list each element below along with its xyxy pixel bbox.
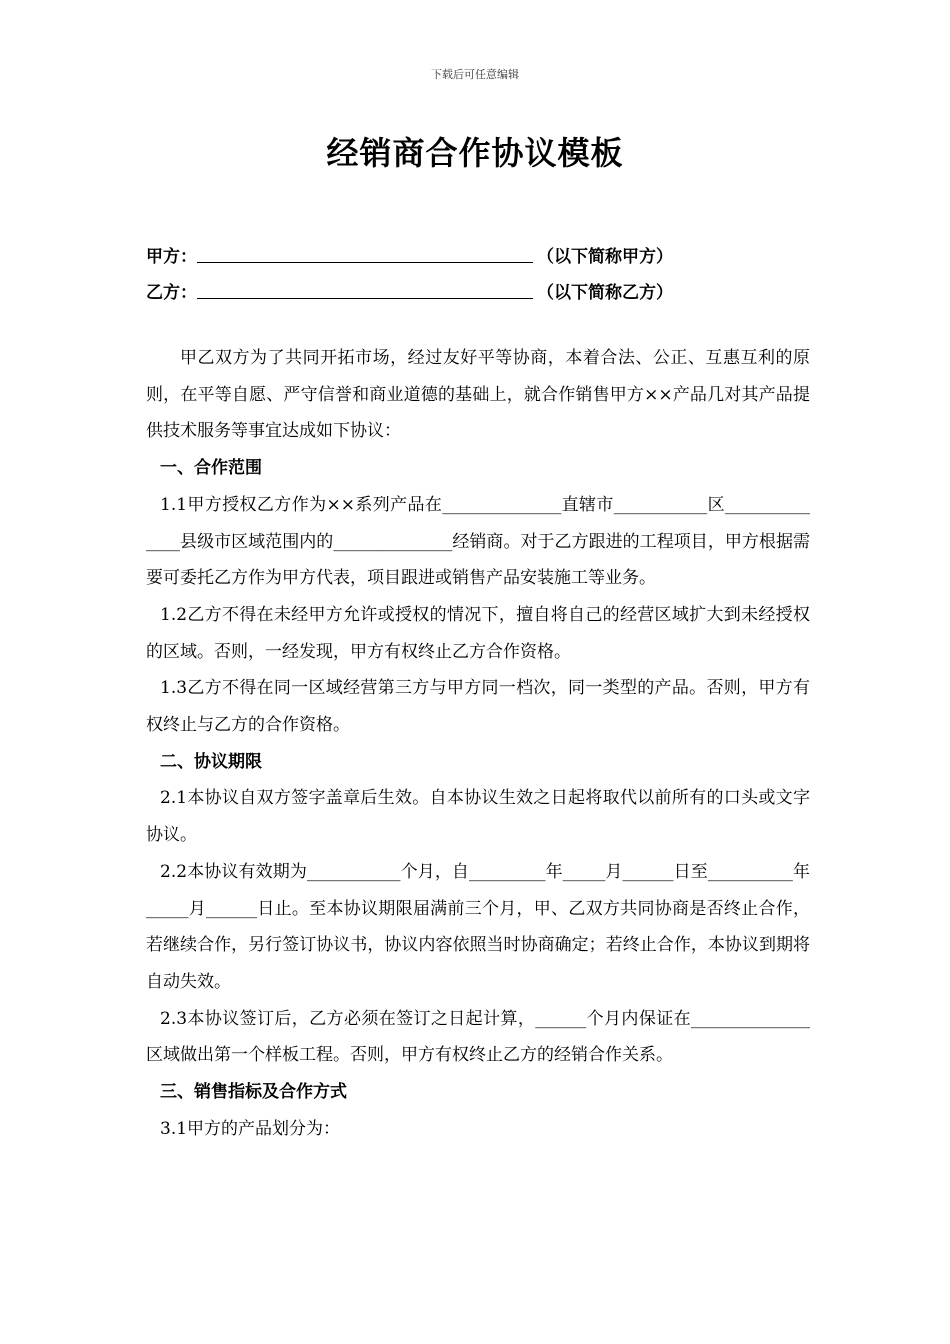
clause-2-1: 2.1本协议自双方签字盖章后生效。自本协议生效之日起将取代以前所有的口头或文字协议。: [146, 788, 810, 846]
clause-1-1: 1.1甲方授权乙方作为××系列产品在______________直辖市___________区______________县级市区域范围内的______________经销商。对于乙方跟进的工程项目，甲方根据需要可委托乙方作为甲方代表，项目跟进或销售产品安装施工等业务。: [146, 494, 810, 589]
clause-2-3: 2.3本协议签订后，乙方必须在签订之日起计算，______个月内保证在______________区域做出第一个样板工程。否则，甲方有权终止乙方的经销合作关系。: [146, 1008, 810, 1066]
party-b-blank: [197, 282, 533, 299]
intro-paragraph: 甲乙双方为了共同开拓市场，经过友好平等协商，本着合法、公正、互惠互利的原则，在平等自愿、严守信誉和商业道德的基础上，就合作销售甲方××产品几对其产品提供技术服务等事宜达成如下协议：: [146, 348, 810, 442]
section-heading-sales: 三、销售指标及合作方式: [160, 1082, 347, 1103]
clause-1-2: 1.2乙方不得在未经甲方允许或授权的情况下，擅自将自己的经营区域扩大到未经授权的区域。否则，一经发现，甲方有权终止乙方合作资格。: [146, 604, 810, 662]
section-heading-scope: 一、合作范围: [160, 458, 262, 479]
document-title: 经销商合作协议模板: [326, 134, 624, 172]
clause-2-2: 2.2本协议有效期为___________个月，自_________年_____月______日至__________年_____月______日止。至本协议期限届满前三个月，甲、乙双方共同协商是否终止合作，若继续合作，另行签订协议书，协议内容依照当时协商确定；若终止合作，本协议到期将自动失效。: [146, 861, 810, 992]
header-note: 下载后可任意编辑: [431, 68, 519, 81]
document-body: [146, 340, 810, 1147]
party-a-suffix: （以下简称甲方）: [537, 247, 673, 267]
clause-1-3: 1.3乙方不得在同一区域经营第三方与甲方同一档次，同一类型的产品。否则，甲方有权终止与乙方的合作资格。: [146, 678, 810, 736]
party-a-blank: [197, 246, 533, 263]
party-b-suffix: （以下简称乙方）: [537, 283, 673, 303]
section-heading-term: 二、协议期限: [160, 751, 262, 772]
party-b-line: [146, 278, 673, 303]
party-a-label: 甲方：: [146, 247, 197, 267]
clause-3-1: 3.1甲方的产品划分为：: [160, 1118, 341, 1139]
party-b-label: 乙方：: [146, 283, 197, 303]
party-a-line: [146, 242, 673, 267]
